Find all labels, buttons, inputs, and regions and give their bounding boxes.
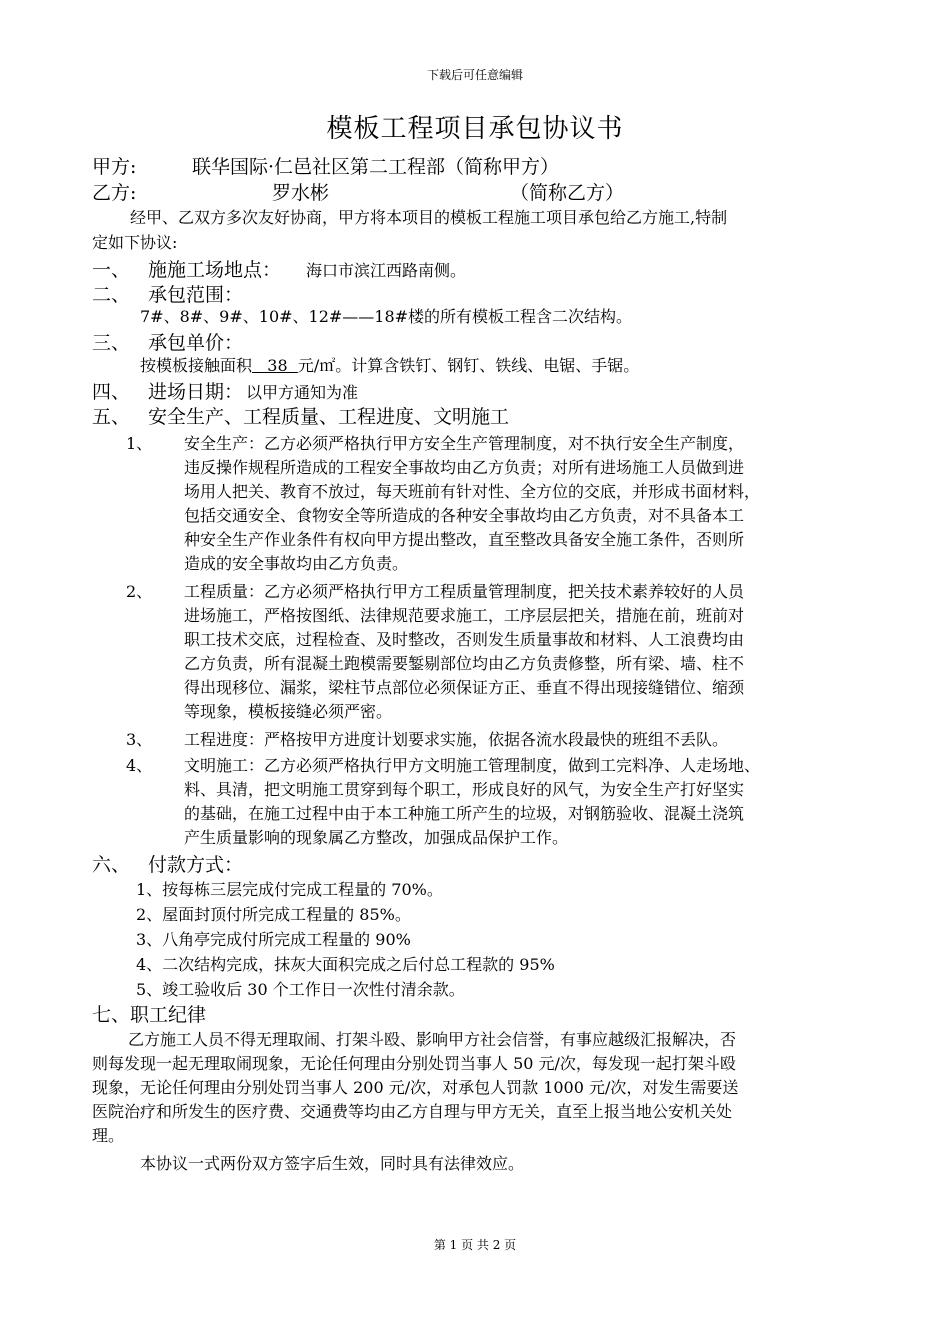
discipline-line: 现象，无论任何理由分别处罚当事人 200 元/次，对承包人罚款 1000 元/次，对发生需要送 bbox=[92, 1078, 739, 1097]
section-3-text bbox=[140, 353, 639, 376]
section-3-pre: 按模板接触面积 bbox=[140, 356, 253, 375]
party-a-label: 甲方: bbox=[92, 156, 137, 178]
section-4-text: 以甲方通知为准 bbox=[246, 383, 359, 402]
section-6-title: 付款方式： bbox=[148, 854, 244, 876]
s5-item-4-line: 料、具清，把文明施工贯穿到每个职工，形成良好的风气，为安全生产打好坚实 bbox=[184, 780, 745, 799]
discipline-line: 医院治疗和所发生的医疗费、交通费等均由乙方自理与甲方无关，直至上报当地公安机关处 bbox=[92, 1102, 733, 1121]
s5-item-2-line: 工程质量：乙方必须严格执行甲方工程质量管理制度，把关技术素养较好的人员 bbox=[184, 582, 745, 601]
s5-item-4-line: 文明施工：乙方必须严格执行甲方文明施工管理制度，做到工完料净、人走场地、 bbox=[184, 756, 761, 775]
s5-item-1-line: 安全生产：乙方必须严格执行甲方安全生产管理制度，对不执行安全生产制度， bbox=[184, 434, 745, 453]
payment-item: 3、八角亭完成付所完成工程量的 90% bbox=[136, 930, 411, 949]
payment-item: 5、竣工验收后 30 个工作日一次性付清余款。 bbox=[136, 980, 465, 999]
section-1-title: 施施工场地点： bbox=[148, 259, 282, 281]
s5-item-2-line: 职工技术交底，过程检查、及时整改，否则发生质量事故和材料、人工浪费均由 bbox=[184, 630, 745, 649]
section-3-title: 承包单价： bbox=[148, 332, 244, 354]
s5-item-1-number: 1、 bbox=[126, 434, 153, 453]
party-b-name: 罗水彬 bbox=[272, 182, 330, 204]
section-4-number: 四、 bbox=[92, 381, 131, 403]
section-2-text: 7#、8#、9#、10#、12#——18#楼的所有模板工程含二次结构。 bbox=[140, 307, 633, 326]
s5-item-2-line: 进场施工，严格按图纸、法律规范要求施工，工序层层把关，措施在前，班前对 bbox=[184, 606, 745, 625]
s5-item-1-line: 场用人把关、教育不放过，每天班前有针对性、全方位的交底，并形成书面材料， bbox=[184, 482, 761, 501]
payment-item: 2、屋面封顶付所完成工程量的 85%。 bbox=[136, 905, 411, 924]
s5-item-4-line: 产生质量影响的现象属乙方整改，加强成品保护工作。 bbox=[184, 828, 569, 847]
section-3-number: 三、 bbox=[92, 332, 131, 354]
payment-item: 1、按每栋三层完成付完成工程量的 70%。 bbox=[136, 880, 443, 899]
section-1-text: 海口市滨江西路南侧。 bbox=[306, 261, 467, 280]
s5-item-2-number: 2、 bbox=[126, 582, 153, 601]
section-3-post: 元/㎡。计算含铁钉、钢钉、铁线、电锯、手锯。 bbox=[297, 356, 640, 375]
discipline-line: 理。 bbox=[92, 1126, 125, 1145]
page-header: 下载后可任意编辑 bbox=[426, 68, 523, 82]
s5-item-4-number: 4、 bbox=[126, 756, 153, 775]
party-b-note: （简称乙方） bbox=[510, 182, 625, 204]
s5-item-1-line: 种安全生产作业条件有权向甲方提出整改，直至整改具备安全施工条件，否则所 bbox=[184, 530, 745, 549]
payment-item: 4、二次结构完成，抹灰大面积完成之后付总工程款的 95% bbox=[136, 955, 555, 974]
closing-statement: 本协议一式两份双方签字后生效，同时具有法律效应。 bbox=[140, 1154, 525, 1173]
s5-item-1-line: 造成的安全事故均由乙方负责。 bbox=[184, 554, 409, 573]
s5-item-2-line: 乙方负责，所有混凝土跑模需要錾剔部位均由乙方负责修整，所有梁、墙、柱不 bbox=[184, 654, 745, 673]
section-1-number: 一、 bbox=[92, 259, 131, 281]
s5-item-2-line: 得出现移位、漏浆，梁柱节点部位必须保证方正、垂直不得出现接缝错位、缩颈 bbox=[184, 678, 745, 697]
page-footer: 第 1 页 共 2 页 bbox=[433, 1238, 517, 1252]
section-2-number: 二、 bbox=[92, 284, 131, 306]
section-3-price: 38 bbox=[252, 356, 298, 375]
s5-item-1-line: 包括交通安全、食物安全等所造成的各种安全事故均由乙方负责，对不具备本工 bbox=[184, 506, 745, 525]
section-4-title: 进场日期： bbox=[148, 381, 244, 403]
section-7-title: 七、职工纪律 bbox=[92, 1004, 207, 1026]
discipline-line: 乙方施工人员不得无理取闹、打架斗殴、影响甲方社会信誉，有事应越级汇报解决，否 bbox=[128, 1030, 737, 1049]
s5-item-2-line: 等现象，模板接缝必须严密。 bbox=[184, 702, 393, 721]
document-title: 模板工程项目承包协议书 bbox=[326, 114, 624, 144]
intro-line-1: 经甲、乙双方多次友好协商，甲方将本项目的模板工程施工项目承包给乙方施工,特制 bbox=[130, 208, 728, 227]
section-2-title: 承包范围： bbox=[148, 284, 244, 306]
s5-item-3-number: 3、 bbox=[126, 730, 153, 749]
s5-item-1-line: 违反操作规程所造成的工程安全事故均由乙方负责；对所有进场施工人员做到进 bbox=[184, 458, 745, 477]
intro-line-2: 定如下协议: bbox=[92, 233, 178, 252]
s5-item-4-line: 的基础，在施工过程中由于本工种施工所产生的垃圾，对钢筋验收、混凝土浇筑 bbox=[184, 804, 745, 823]
section-6-number: 六、 bbox=[92, 854, 131, 876]
party-a-name: 联华国际·仁邑社区第二工程部（简称甲方） bbox=[192, 156, 560, 178]
discipline-line: 则每发现一起无理取闹现象，无论任何理由分别处罚当事人 50 元/次，每发现一起打架斗殴 bbox=[92, 1054, 736, 1073]
s5-item-3-line: 工程进度：严格按甲方进度计划要求实施，依据各流水段最快的班组不丢队。 bbox=[184, 730, 729, 749]
section-5-title: 安全生产、工程质量、工程进度、文明施工 bbox=[148, 406, 510, 428]
section-5-number: 五、 bbox=[92, 406, 131, 428]
party-b-label: 乙方: bbox=[92, 182, 137, 204]
